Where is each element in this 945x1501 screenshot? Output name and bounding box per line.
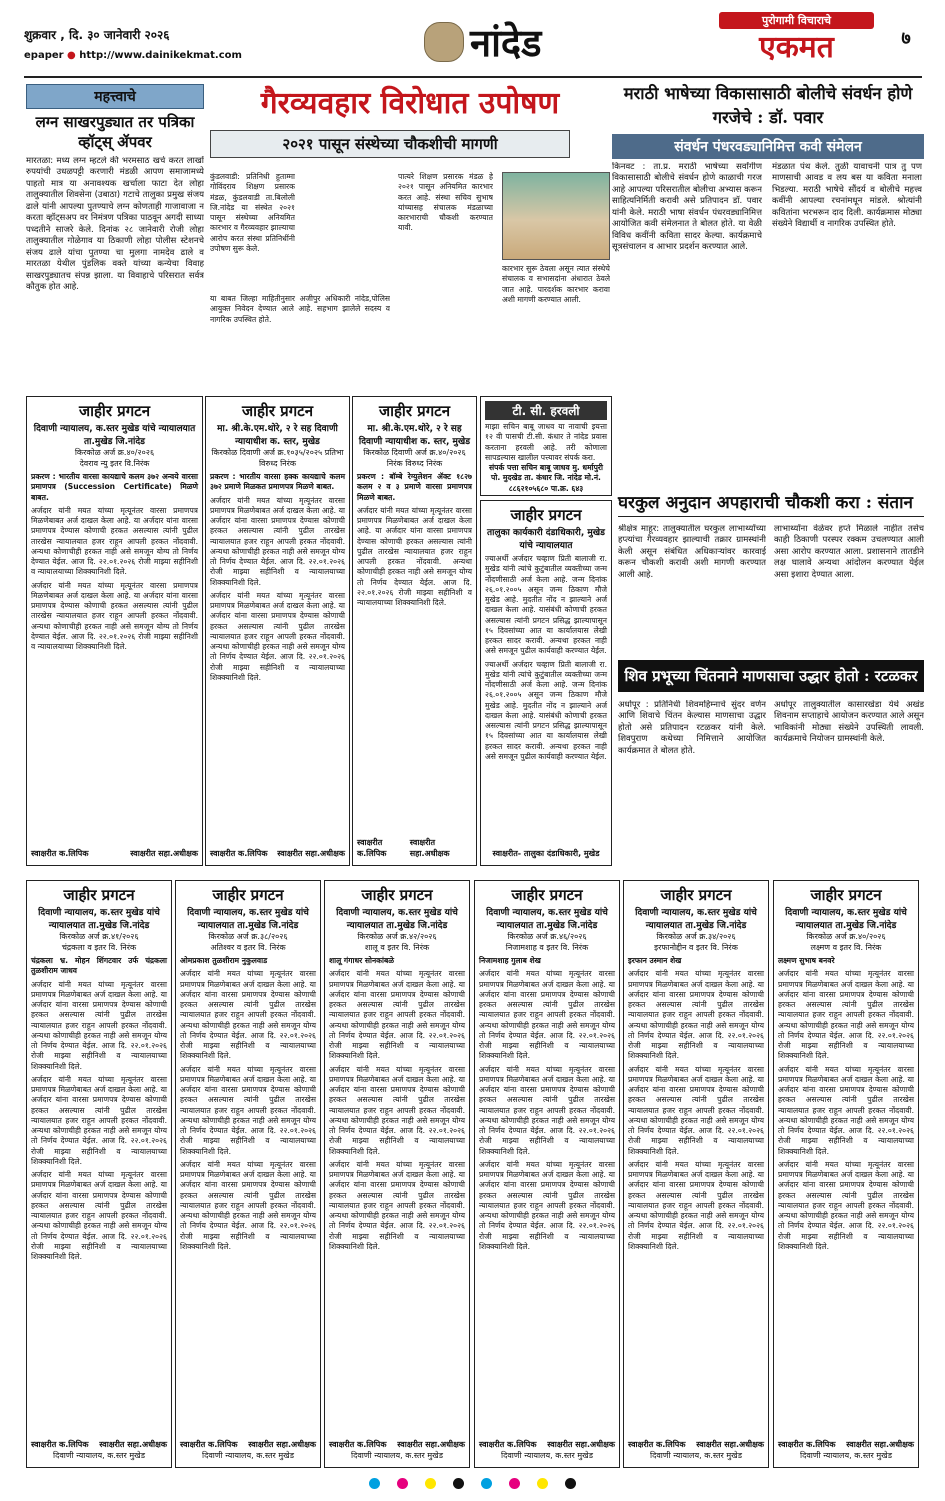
- sign-right: स्वाक्षरीत सहा.अधीक्षक: [248, 1440, 316, 1449]
- brand-name: एकमत: [759, 30, 834, 65]
- ad-case: किरकोळ अर्ज क्र.४२/२०२६: [357, 932, 437, 941]
- dateline: शुक्रवार , दि. ३० जानेवारी २०२६: [24, 28, 170, 42]
- sign-left: स्वाक्षरीत क.लिपिक: [479, 1440, 537, 1449]
- ad-body-repeat: अर्जदार यांनी मयत यांच्या मृत्यूनंतर वारसा प्रमाणपत्र मिळणेबाबत अर्ज दाखल केला आहे. या अर्जदार यांना वारसा प्रमाणपत्र देण्यास कोणाची हरकत असल्यास त्यांनी पुढील तारखेस न्यायालयात हजर राहून आपली हरकत नोंदवावी. अन्यथा कोणाचीही हरकत नाही असे समजून योग्य तो निर्णय देण्यात येईल. आज दि. २२.०१.२०२६ रोजी माझ्या सहीनिशी व न्यायालयाच्या शिक्क्यानिशी दिले.: [31, 580, 198, 651]
- magenta-dot-icon: [397, 1478, 408, 1489]
- ad-box-bottom: [175, 880, 321, 1468]
- ad-court: दिवाणी न्यायालय, क.स्तर मुखेड यांचे न्यायालयात ता.मुखेड जि.नांदेड: [486, 908, 608, 931]
- protest-photo: [502, 172, 610, 260]
- main-story: [210, 82, 610, 382]
- tehsil-title: जाहीर प्रगटन: [510, 506, 582, 524]
- left-body: मारतळा: मध्य लग्न म्हटले की भरमसाठ खर्च करत लाखों रुपयांची उधळपट्टी करणारी मंडळी आपण समाजामध्ये पाहतो मात्र या अनावश्यक खर्चाला फाटा देत लोहा तालुक्यातील शिवसेना (उबाठा) गटाचे तालुका प्रमुख संजय ढाले यांनी आपल्या पुतण्याचे लग्न कोणताही गाजावाजा न करता व्हॉट्सअप वर निमंत्रण पत्रिका पाठवून अगदी साध्या पध्दतीने साजरे केले. दिनांक २८ जानेवारी रोजी लोहा तालुक्यातील गोळेगाव या ठिकाणी लोहा पोलीस स्टेशनचे संजय ढाले यांचा पुतण्या चा मुलगा नामदेव ढाले व मारतळा येथील पुंडलिक वक्ते यांच्या कन्येचा विवाह साखरपुड्यातच संपन्न झाला. या विवाहाचे परिसरात सर्वत्र कौतुक होत आहे.: [26, 156, 204, 293]
- ad-title: जाहीर प्रगटन: [241, 402, 314, 420]
- ad-signatures: [479, 1439, 615, 1450]
- ad-box-bottom: [474, 880, 620, 1468]
- ad-court: दिवाणी न्यायालय, क.स्तर मुखेड यांचे न्यायालयात ता.मुखेड जि.नांदेड: [635, 908, 757, 931]
- ad-body-repeat: अर्जदार यांनी मयत यांच्या मृत्यूनंतर वारसा प्रमाणपत्र मिळणेबाबत अर्ज दाखल केला आहे. या अर्जदार यांना वारसा प्रमाणपत्र देण्यास कोणाची हरकत असल्यास त्यांनी पुढील तारखेस न्यायालयात हजर राहून आपली हरकत नोंदवावी. अन्यथा कोणाचीही हरकत नाही असे समजून योग्य तो निर्णय देण्यात येईल. आज दि. २२.०१.२०२६ रोजी माझ्या सहीनिशी व न्यायालयाच्या शिक्क्यानिशी दिले.: [210, 590, 345, 682]
- ad-body: अर्जदार यांनी मयत यांच्या मृत्यूनंतर वारसा प्रमाणपत्र मिळणेबाबत अर्ज दाखल केला आहे. या अर्जदार यांना वारसा प्रमाणपत्र देण्यास कोणाची हरकत असल्यास त्यांनी पुढील तारखेस न्यायालयात हजर राहून आपली हरकत नोंदवावी. अन्यथा कोणाचीही हरकत नाही असे समजून योग्य तो निर्णय देण्यात येईल. आज दि. २२.०१.२०२६ रोजी माझ्या सहीनिशी व न्यायालयाच्या शिक्क्यानिशी दिले.: [479, 969, 615, 1061]
- ad-case: किरकोळ अर्ज क्र.४१/२०२६: [59, 932, 139, 941]
- ad-body: अर्जदार यांनी मयत यांच्या मृत्यूनंतर वारसा प्रमाणपत्र मिळणेबाबत अर्ज दाखल केला आहे. या अर्जदार यांना वारसा प्रमाणपत्र देण्यास कोणाची हरकत असल्यास त्यांनी पुढील तारखेस न्यायालयात हजर राहून आपली हरकत नोंदवावी. अन्यथा कोणाचीही हरकत नाही असे समजून योग्य तो निर्णय देण्यात येईल. आज दि. २२.०१.२०२६ रोजी माझ्या सहीनिशी व न्यायालयाच्या शिक्क्यानिशी दिले.: [357, 505, 472, 607]
- sign-right: स्वाक्षरीत सहा.अधीक्षक: [409, 838, 450, 858]
- ad-body-repeat: अर्जदार यांनी मयत यांच्या मृत्यूनंतर वारसा प्रमाणपत्र मिळणेबाबत अर्ज दाखल केला आहे. या अर्जदार यांना वारसा प्रमाणपत्र देण्यास कोणाची हरकत असल्यास त्यांनी पुढील तारखेस न्यायालयात हजर राहून आपली हरकत नोंदवावी. अन्यथा कोणाचीही हरकत नाही असे समजून योग्य तो निर्णय देण्यात येईल. आज दि. २२.०१.२०२६ रोजी माझ्या सहीनिशी व न्यायालयाच्या शिक्क्यानिशी दिले.: [778, 1159, 914, 1251]
- epaper-label: epaper: [24, 50, 64, 61]
- sign-left: स्वाक्षरीत क.लिपिक: [31, 1440, 89, 1449]
- main-col2: या बाबत जिल्हा माहितीनुसार अजीपुर अधिकारी नांदेड,पोलिस आयुक्त निवेदन देण्यात आले आहे. सहभाग झालेले सदस्य व नागरिक उपस्थित होते.: [210, 294, 390, 324]
- yellow-dot-icon: [537, 1478, 548, 1489]
- main-col1: कुंडलवाडी: प्रतिनिधी हुताम्मा गोविंदराव शिक्षण प्रसारक मंडळ, कुंडलवाडी ता.बिलोली जि.नांदेड या संस्थेत २०२१ पासून संस्थेच्या अनियमित कारभार व गैरव्यवहार झाल्याचा आरोप करत संस्था प्रतिनिधींनी उपोषण सुरू केले.: [210, 172, 295, 253]
- ad-signatures: [628, 1439, 764, 1450]
- ad-parties: निजामशाह व इतर वि. निरंक: [505, 943, 589, 952]
- sign-left: स्वाक्षरीत क.लिपिक: [210, 849, 268, 858]
- ad-body-repeat: अर्जदार यांनी मयत यांच्या मृत्यूनंतर वारसा प्रमाणपत्र मिळणेबाबत अर्ज दाखल केला आहे. या अर्जदार यांना वारसा प्रमाणपत्र देण्यास कोणाची हरकत असल्यास त्यांनी पुढील तारखेस न्यायालयात हजर राहून आपली हरकत नोंदवावी. अन्यथा कोणाचीही हरकत नाही असे समजून योग्य तो निर्णय देण्यात येईल. आज दि. २२.०१.२०२६ रोजी माझ्या सहीनिशी व न्यायालयाच्या शिक्क्यानिशी दिले.: [329, 1159, 465, 1251]
- ad-court: दिवाणी न्यायालय, क.स्तर मुखेड यांचे न्यायालयात ता.मुखेड जि.नांदेड: [33, 424, 196, 447]
- epaper-line[interactable]: [24, 50, 242, 61]
- sign-right: स्वाक्षरीत सहा.अधीक्षक: [547, 1440, 615, 1449]
- map-logo-icon: [424, 22, 464, 62]
- sign-left: स्वाक्षरीत क.लिपिक: [31, 849, 89, 858]
- right-band: संवर्धन पंधरवड्यानिमित्त कवी संमेलन: [612, 134, 924, 159]
- ad-box-bottom: [773, 880, 919, 1468]
- ad-case: किरकोळ अर्ज क्र.३८/२०२६: [208, 932, 288, 941]
- ad-body: अर्जदार यांनी मयत यांच्या मृत्यूनंतर वारसा प्रमाणपत्र मिळणेबाबत अर्ज दाखल केला आहे. या अर्जदार यांना वारसा प्रमाणपत्र देण्यास कोणाची हरकत असल्यास त्यांनी पुढील तारखेस न्यायालयात हजर राहून आपली हरकत नोंदवावी. अन्यथा कोणाचीही हरकत नाही असे समजून योग्य तो निर्णय देण्यात येईल. आज दि. २२.०१.२०२६ रोजी माझ्या सहीनिशी व न्यायालयाच्या शिक्क्यानिशी दिले.: [180, 969, 316, 1061]
- ad-title: जाहीर प्रगटन: [361, 886, 433, 904]
- main-headline: गैरव्यवहार विरोधात उपोषण: [260, 86, 560, 121]
- sign-footer: दिवाणी न्यायालय, क.स्तर मुखेड: [800, 1451, 892, 1460]
- shiv-headline: शिव प्रभूच्या चिंतनाने माणसाचा उद्धार होतो : रटळकर: [618, 660, 924, 692]
- left-headline: लग्न साखरपुड्यात तर पत्रिका व्हॉट्स् ॲपवर: [35, 113, 195, 151]
- lost-tc-notice: [480, 396, 612, 496]
- brand-tagline: पुरोगामी विचाराचे: [719, 12, 874, 29]
- sign-right: स्वाक्षरीत सहा.अधीक्षक: [130, 849, 198, 858]
- gharkul-col2: लाभार्थ्यांना वेळेवर हप्ते मिळाले नाहीत तसेच काही ठिकाणी परस्पर रक्कम उचलण्यात आली असा आरोप करण्यात आला. प्रशासनाने तातडीने लक्ष घालावे अन्यथा आंदोलन करण्यात येईल असा इशारा देण्यात आला.: [774, 524, 924, 580]
- ad-extra: प्रकरण : बॉम्बे रेग्युलेशन ॲक्ट १८२७ कलम २ व ३ प्रमाणे वारसा प्रमाणपत्र मिळणे बाबत.: [357, 472, 472, 502]
- ad-title: जाहीर प्रगटन: [63, 886, 135, 904]
- ad-court: मा. श्री.के.एम.थोरे, २ रे सह दिवाणी न्यायाधीश क. स्तर, मुखेड: [217, 424, 338, 447]
- ad-parties: शालू व इतर वि. निरंक: [364, 943, 430, 952]
- page-header: [24, 6, 924, 76]
- ad-box-top-3: [352, 396, 477, 866]
- ad-parties: चंद्रकला व इतर वि. निरंक: [61, 943, 137, 952]
- ad-body-repeat: अर्जदार यांनी मयत यांच्या मृत्यूनंतर वारसा प्रमाणपत्र मिळणेबाबत अर्ज दाखल केला आहे. या अर्जदार यांना वारसा प्रमाणपत्र देण्यास कोणाची हरकत असल्यास त्यांनी पुढील तारखेस न्यायालयात हजर राहून आपली हरकत नोंदवावी. अन्यथा कोणाचीही हरकत नाही असे समजून योग्य तो निर्णय देण्यात येईल. आज दि. २२.०१.२०२६ रोजी माझ्या सहीनिशी व न्यायालयाच्या शिक्क्यानिशी दिले.: [628, 1064, 764, 1156]
- color-registration-bar: [0, 1474, 945, 1494]
- sign-right: स्वाक्षरीत सहा.अधीक्षक: [277, 849, 345, 858]
- ad-body: अर्जदार यांनी मयत यांच्या मृत्यूनंतर वारसा प्रमाणपत्र मिळणेबाबत अर्ज दाखल केला आहे. या अर्जदार यांना वारसा प्रमाणपत्र देण्यास कोणाची हरकत असल्यास त्यांनी पुढील तारखेस न्यायालयात हजर राहून आपली हरकत नोंदवावी. अन्यथा कोणाचीही हरकत नाही असे समजून योग्य तो निर्णय देण्यात येईल. आज दि. २२.०१.२०२६ रोजी माझ्या सहीनिशी व न्यायालयाच्या शिक्क्यानिशी दिले.: [31, 505, 198, 577]
- sign-left: स्वाक्षरीत क.लिपिक: [628, 1440, 686, 1449]
- page-number: ७: [901, 28, 911, 49]
- cyan-dot-icon: [481, 1478, 492, 1489]
- sign-footer: दिवाणी न्यायालय, क.स्तर मुखेड: [53, 1451, 145, 1460]
- right-story: [612, 82, 924, 472]
- ad-body-repeat: अर्जदार यांनी मयत यांच्या मृत्यूनंतर वारसा प्रमाणपत्र मिळणेबाबत अर्ज दाखल केला आहे. या अर्जदार यांना वारसा प्रमाणपत्र देण्यास कोणाची हरकत असल्यास त्यांनी पुढील तारखेस न्यायालयात हजर राहून आपली हरकत नोंदवावी. अन्यथा कोणाचीही हरकत नाही असे समजून योग्य तो निर्णय देण्यात येईल. आज दि. २२.०१.२०२६ रोजी माझ्या सहीनिशी व न्यायालयाच्या शिक्क्यानिशी दिले.: [180, 1064, 316, 1156]
- shiv-col1: अर्धापूर : प्रतिनिधी शिवमहिम्नाचे सुंदर वर्णन आणि शिवाचे चिंतन केल्यास माणसाचा उद्धार होतो असे प्रतिपादन रटळकर यांनी केले. शिवपुराण कथेच्या निमित्ताने आयोजित कार्यक्रमात ते बोलत होते.: [618, 700, 766, 756]
- ad-parties: इरफानोद्दीन व इतर वि. निरंक: [654, 943, 738, 952]
- tehsil-sign: स्वाक्षरीत- तालुका दंडाधिकारी, मुखेड: [492, 849, 600, 858]
- ad-box-top-2: [205, 396, 350, 866]
- ad-court: मा. श्री.के.एम.थोरे, २ रे सह दिवाणी न्यायाधीश क. स्तर, मुखेड: [358, 424, 471, 447]
- right-headline: मराठी भाषेच्या विकासासाठी बोलीचे संवर्धन होणे गरजेचे : डॉ. पवार: [623, 84, 913, 127]
- ad-court: दिवाणी न्यायालय, क.स्तर मुखेड यांचे न्यायालयात ता.मुखेड जि.नांदेड: [187, 908, 309, 931]
- ad-applicant: शालू गंगाधर सोनकांबळे: [329, 956, 395, 965]
- tehsil-sub: तालुका कार्यकारी दंडाधिकारी, मुखेड यांचे न्यायालयात: [487, 528, 605, 551]
- ad-body-repeat: अर्जदार यांनी मयत यांच्या मृत्यूनंतर वारसा प्रमाणपत्र मिळणेबाबत अर्ज दाखल केला आहे. या अर्जदार यांना वारसा प्रमाणपत्र देण्यास कोणाची हरकत असल्यास त्यांनी पुढील तारखेस न्यायालयात हजर राहून आपली हरकत नोंदवावी. अन्यथा कोणाचीही हरकत नाही असे समजून योग्य तो निर्णय देण्यात येईल. आज दि. २२.०१.२०२६ रोजी माझ्या सहीनिशी व न्यायालयाच्या शिक्क्यानिशी दिले.: [329, 1064, 465, 1156]
- ad-body: अर्जदार यांनी मयत यांच्या मृत्यूनंतर वारसा प्रमाणपत्र मिळणेबाबत अर्ज दाखल केला आहे. या अर्जदार यांना वारसा प्रमाणपत्र देण्यास कोणाची हरकत असल्यास त्यांनी पुढील तारखेस न्यायालयात हजर राहून आपली हरकत नोंदवावी. अन्यथा कोणाचीही हरकत नाही असे समजून योग्य तो निर्णय देण्यात येईल. आज दि. २२.०१.२०२६ रोजी माझ्या सहीनिशी व न्यायालयाच्या शिक्क्यानिशी दिले.: [31, 979, 167, 1071]
- ad-title: जाहीर प्रगटन: [660, 886, 732, 904]
- sign-footer: दिवाणी न्यायालय, क.स्तर मुखेड: [650, 1451, 742, 1460]
- ad-body-repeat: अर्जदार यांनी मयत यांच्या मृत्यूनंतर वारसा प्रमाणपत्र मिळणेबाबत अर्ज दाखल केला आहे. या अर्जदार यांना वारसा प्रमाणपत्र देण्यास कोणाची हरकत असल्यास त्यांनी पुढील तारखेस न्यायालयात हजर राहून आपली हरकत नोंदवावी. अन्यथा कोणाचीही हरकत नाही असे समजून योग्य तो निर्णय देण्यात येईल. आज दि. २२.०१.२०२६ रोजी माझ्या सहीनिशी व न्यायालयाच्या शिक्क्यानिशी दिले.: [180, 1159, 316, 1251]
- lost-tc-contact: संपर्क पत्ता सचिन बाबू जाधव मु. धर्मापुरी पो. मुदखेड ता. कंधार जि. नांदेड मो.नं. ८८६२१०५६८० पा.क्र. ६४३: [489, 463, 603, 493]
- sign-right: स्वाक्षरीत सहा.अधीक्षक: [397, 1440, 465, 1449]
- city-name: नांदेड: [470, 20, 542, 65]
- ad-applicant: इरफान उस्मान शेख: [628, 956, 682, 965]
- ad-body-repeat: अर्जदार यांनी मयत यांच्या मृत्यूनंतर वारसा प्रमाणपत्र मिळणेबाबत अर्ज दाखल केला आहे. या अर्जदार यांना वारसा प्रमाणपत्र देण्यास कोणाची हरकत असल्यास त्यांनी पुढील तारखेस न्यायालयात हजर राहून आपली हरकत नोंदवावी. अन्यथा कोणाचीही हरकत नाही असे समजून योग्य तो निर्णय देण्यात येईल. आज दि. २२.०१.२०२६ रोजी माझ्या सहीनिशी व न्यायालयाच्या शिक्क्यानिशी दिले.: [479, 1064, 615, 1156]
- ad-applicant: ओमप्रकाश तुळशीराम नुकुलवाड: [180, 956, 268, 965]
- ad-body-repeat: अर्जदार यांनी मयत यांच्या मृत्यूनंतर वारसा प्रमाणपत्र मिळणेबाबत अर्ज दाखल केला आहे. या अर्जदार यांना वारसा प्रमाणपत्र देण्यास कोणाची हरकत असल्यास त्यांनी पुढील तारखेस न्यायालयात हजर राहून आपली हरकत नोंदवावी. अन्यथा कोणाचीही हरकत नाही असे समजून योग्य तो निर्णय देण्यात येईल. आज दि. २२.०१.२०२६ रोजी माझ्या सहीनिशी व न्यायालयाच्या शिक्क्यानिशी दिले.: [479, 1159, 615, 1251]
- black-dot-icon: [453, 1478, 464, 1489]
- ad-body: अर्जदार यांनी मयत यांच्या मृत्यूनंतर वारसा प्रमाणपत्र मिळणेबाबत अर्ज दाखल केला आहे. या अर्जदार यांना वारसा प्रमाणपत्र देण्यास कोणाची हरकत असल्यास त्यांनी पुढील तारखेस न्यायालयात हजर राहून आपली हरकत नोंदवावी. अन्यथा कोणाचीही हरकत नाही असे समजून योग्य तो निर्णय देण्यात येईल. आज दि. २२.०१.२०२६ रोजी माझ्या सहीनिशी व न्यायालयाच्या शिक्क्यानिशी दिले.: [329, 969, 465, 1061]
- right-col2: मंडळात पंथ केले. तुळी यावाचनी पात्र तु पण माणसाची आवड व लय बस या कविता मनाला भिडल्या. मराठी भाषेचे सौंदर्य व बोलीचे महत्त्व कवींनी आपल्या रचनांमधून मांडले. श्रोत्यांनी कवितांना भरभरून दाद दिली. कार्यक्रमास मोठ्या संख्येने विद्यार्थी व नागरिक उपस्थित होते.: [772, 162, 922, 230]
- ad-title: जाहीर प्रगटन: [511, 886, 583, 904]
- sign-footer: दिवाणी न्यायालय, क.स्तर मुखेड: [202, 1451, 294, 1460]
- sign-footer: दिवाणी न्यायालय, क.स्तर मुखेड: [351, 1451, 443, 1460]
- tehsil-ad: [480, 500, 612, 866]
- ad-court: दिवाणी न्यायालय, क.स्तर मुखेड यांचे न्यायालयात ता.मुखेड जि.नांदेड: [336, 908, 458, 931]
- shiv-col2: अर्धापूर तालुक्यातील कासारखेडा येथे अखंड शिवनाम सप्ताहाचे आयोजन करण्यात आले असून भाविकांनी मोठ्या संख्येने उपस्थिती लावली. कार्यक्रमाचे नियोजन ग्रामस्थांनी केले.: [774, 700, 924, 745]
- ad-body: अर्जदार यांनी मयत यांच्या मृत्यूनंतर वारसा प्रमाणपत्र मिळणेबाबत अर्ज दाखल केला आहे. या अर्जदार यांना वारसा प्रमाणपत्र देण्यास कोणाची हरकत असल्यास त्यांनी पुढील तारखेस न्यायालयात हजर राहून आपली हरकत नोंदवावी. अन्यथा कोणाचीही हरकत नाही असे समजून योग्य तो निर्णय देण्यात येईल. आज दि. २२.०१.२०२६ रोजी माझ्या सहीनिशी व न्यायालयाच्या शिक्क्यानिशी दिले.: [778, 969, 914, 1061]
- ad-body-repeat: अर्जदार यांनी मयत यांच्या मृत्यूनंतर वारसा प्रमाणपत्र मिळणेबाबत अर्ज दाखल केला आहे. या अर्जदार यांना वारसा प्रमाणपत्र देण्यास कोणाची हरकत असल्यास त्यांनी पुढील तारखेस न्यायालयात हजर राहून आपली हरकत नोंदवावी. अन्यथा कोणाचीही हरकत नाही असे समजून योग्य तो निर्णय देण्यात येईल. आज दि. २२.०१.२०२६ रोजी माझ्या सहीनिशी व न्यायालयाच्या शिक्क्यानिशी दिले.: [778, 1064, 914, 1156]
- sign-left: स्वाक्षरीत क.लिपिक: [357, 838, 387, 858]
- tehsil-body-repeat: ज्याअर्थी अर्जदार चव्हाण प्रिती बालाजी रा. मुखेड यांनी त्यांचे कुटुंबातील व्यक्तीच्या जन्म नोंदणीसाठी अर्ज केला आहे. जन्म दिनांक २६.०१.२००५ असून जन्म ठिकाण मौजे मुखेड आहे. मुदतीत नोंद न झाल्याने अर्ज दाखल केला आहे. यासंबंधी कोणाची हरकत असल्यास त्यांनी प्रगटन प्रसिद्ध झाल्यापासून १५ दिवसांच्या आत या कार्यालयास लेखी हरकत सादर करावी. अन्यथा हरकत नाही असे समजून पुढील कार्यवाही करण्यात येईल.: [485, 659, 607, 761]
- ad-subject: देवराव न्यु इतर वि.निरंक: [79, 459, 150, 468]
- ad-signatures: [31, 1439, 167, 1450]
- gharkul-headline: घरकुल अनुदान अपहाराची चौकशी करा : संतान: [618, 490, 924, 517]
- sign-left: स्वाक्षरीत क.लिपिक: [329, 1440, 387, 1449]
- yellow-dot-icon: [425, 1478, 436, 1489]
- main-col3: पात्यरे शिक्षण प्रसारक मंडळ हे २०२१ पासून अनियमित कारभार करत आहे. संस्था सचिव सुभाष यांच्यासह संचालक मंडळाच्या कारभाराची चौकशी करण्यात यावी.: [398, 172, 493, 233]
- kicker: महत्त्वाचे: [26, 84, 204, 109]
- magenta-dot-icon: [509, 1478, 520, 1489]
- ad-box-bottom: [26, 880, 172, 1468]
- black-dot-icon: [565, 1478, 576, 1489]
- sign-right: स्वाक्षरीत सहा.अधीक्षक: [696, 1440, 764, 1449]
- ad-case: किरकोळ अर्ज क्र.४६/२०२६: [507, 932, 587, 941]
- ad-title: जाहीर प्रगटन: [212, 886, 284, 904]
- ad-applicant: लक्ष्मण सुभाष बनवरे: [778, 956, 835, 965]
- lost-tc-body: माझा सचिन बाबू जाधव या नावाची इयत्ता १२ वी पासची टी.सी. कंधार ते नांदेड प्रवास करताना हरवली आहे. तरी कोणाला सापडल्यास खालील पत्त्यावर संपर्क करा.: [485, 422, 607, 462]
- brand-logo: [719, 12, 874, 72]
- cyan-dot-icon: [369, 1478, 380, 1489]
- ad-subject: किरकोळ दिवाणी अर्ज क्र.१०३५/२०२५ प्रतिभा विरुध्द निरंक: [211, 448, 344, 468]
- ad-title: जाहीर प्रगटन: [378, 402, 451, 420]
- left-story: [26, 84, 204, 379]
- ad-signatures: [329, 1439, 465, 1450]
- ad-extra: प्रकरण : भारतीय वारसा हक्क कायद्याचे कलम ३७२ प्रमाणे मिळकत प्रमाणपत्र मिळणे बाबत.: [210, 472, 345, 492]
- ad-title: जाहीर प्रगटन: [78, 402, 151, 420]
- gharkul-col1: श्रीक्षेत्र माहूर: तालुक्यातील घरकुल लाभार्थ्यांच्या हप्त्यांचा गैरव्यवहार झाल्याची तक्रार ग्रामस्थांनी केली असून संबंधित अधिकाऱ्यांवर कारवाई करून चौकशी करावी अशी मागणी करण्यात आली आहे.: [618, 524, 766, 580]
- ad-body: अर्जदार यांनी मयत यांच्या मृत्यूनंतर वारसा प्रमाणपत्र मिळणेबाबत अर्ज दाखल केला आहे. या अर्जदार यांना वारसा प्रमाणपत्र देण्यास कोणाची हरकत असल्यास त्यांनी पुढील तारखेस न्यायालयात हजर राहून आपली हरकत नोंदवावी. अन्यथा कोणाचीही हरकत नाही असे समजून योग्य तो निर्णय देण्यात येईल. आज दि. २२.०१.२०२६ रोजी माझ्या सहीनिशी व न्यायालयाच्या शिक्क्यानिशी दिले.: [210, 495, 345, 587]
- ad-signatures: [180, 1439, 316, 1450]
- ad-subject: किरकोळ दिवाणी अर्ज क्र.४०/२०२६ निरंक विरुध्द निरंक: [363, 448, 466, 468]
- right-col1: किनवट : ता.प्र. मराठी भाषेच्या सर्वांगीण विकासासाठी बोलीचे संवर्धन होणे काळाची गरज आहे आपल्या परिसरातील बोलीचा अभ्यास करून साहित्यनिर्मिती करावी असे प्रतिपादन डॉ. पवार यांनी केले. मराठी भाषा संवर्धन पंधरवड्यानिमित्त आयोजित कवी संमेलनात ते बोलत होते. या वेळी विविध कवींनी कविता सादर केल्या. कार्यक्रमाचे सूत्रसंचालन व आभार प्रदर्शन करण्यात आले.: [612, 162, 762, 253]
- main-col4: कारभार सुरू ठेवला असून त्यात संस्थेचे संचालक व सभासदांना अंधारात ठेवले जात आहे. पारदर्शक कारभार करावा अशी मागणी करण्यात आली.: [502, 264, 610, 304]
- ad-body: अर्जदार यांनी मयत यांच्या मृत्यूनंतर वारसा प्रमाणपत्र मिळणेबाबत अर्ज दाखल केला आहे. या अर्जदार यांना वारसा प्रमाणपत्र देण्यास कोणाची हरकत असल्यास त्यांनी पुढील तारखेस न्यायालयात हजर राहून आपली हरकत नोंदवावी. अन्यथा कोणाचीही हरकत नाही असे समजून योग्य तो निर्णय देण्यात येईल. आज दि. २२.०१.२०२६ रोजी माझ्या सहीनिशी व न्यायालयाच्या शिक्क्यानिशी दिले.: [628, 969, 764, 1061]
- ad-applicant: निजामशाह गुलाब शेख: [479, 956, 541, 965]
- main-subhead: २०२१ पासून संस्थेच्या चौकशीची मागणी: [210, 130, 570, 158]
- shiv-story: [618, 660, 924, 860]
- gharkul-story: [618, 490, 924, 650]
- city-masthead: [424, 14, 594, 70]
- sign-right: स्वाक्षरीत सहा.अधीक्षक: [99, 1440, 167, 1449]
- ad-extra: प्रकरण : भारतीय वारसा कायद्याचे कलम ३७२ अन्वये वारसा प्रमाणपत्र (Succession Certificate) मिळणे बाबत.: [31, 472, 198, 502]
- website-link[interactable]: http://www.dainikekmat.com: [79, 50, 242, 61]
- ad-court: दिवाणी न्यायालय, क.स्तर मुखेड यांचे न्यायालयात ता.मुखेड जि.नांदेड: [38, 908, 160, 931]
- ad-signatures: [778, 1439, 914, 1450]
- ad-box-top-1: [26, 396, 203, 866]
- ad-parties: अतिश्वर व इतर वि. निरंक: [210, 943, 286, 952]
- lost-tc-title: टी. सी. हरवली: [485, 401, 607, 420]
- sign-right: स्वाक्षरीत सहा.अधीक्षक: [846, 1440, 914, 1449]
- sign-left: स्वाक्षरीत क.लिपिक: [180, 1440, 238, 1449]
- ad-body-repeat: अर्जदार यांनी मयत यांच्या मृत्यूनंतर वारसा प्रमाणपत्र मिळणेबाबत अर्ज दाखल केला आहे. या अर्जदार यांना वारसा प्रमाणपत्र देण्यास कोणाची हरकत असल्यास त्यांनी पुढील तारखेस न्यायालयात हजर राहून आपली हरकत नोंदवावी. अन्यथा कोणाचीही हरकत नाही असे समजून योग्य तो निर्णय देण्यात येईल. आज दि. २२.०१.२०२६ रोजी माझ्या सहीनिशी व न्यायालयाच्या शिक्क्यानिशी दिले.: [31, 1170, 167, 1261]
- ad-signatures: [357, 837, 472, 859]
- ad-box-bottom: [324, 880, 470, 1468]
- tehsil-body: ज्याअर्थी अर्जदार चव्हाण प्रिती बालाजी रा. मुखेड यांनी त्यांचे कुटुंबातील व्यक्तीच्या जन्म नोंदणीसाठी अर्ज केला आहे. जन्म दिनांक २६.०१.२००५ असून जन्म ठिकाण मौजे मुखेड आहे. मुदतीत नोंद न झाल्याने अर्ज दाखल केला आहे. यासंबंधी कोणाची हरकत असल्यास त्यांनी प्रगटन प्रसिद्ध झाल्यापासून १५ दिवसांच्या आत या कार्यालयास लेखी हरकत सादर करावी. अन्यथा हरकत नाही असे समजून पुढील कार्यवाही करण्यात येईल.: [485, 554, 607, 656]
- ad-signatures: [210, 848, 345, 859]
- ad-signatures: [31, 848, 198, 859]
- ad-case: किरकोळ अर्ज क्र.४०/२०२६: [74, 448, 155, 457]
- ad-box-bottom: [623, 880, 769, 1468]
- ad-title: जाहीर प्रगटन: [810, 886, 882, 904]
- globe-icon: ●: [67, 50, 76, 61]
- ad-body-repeat: अर्जदार यांनी मयत यांच्या मृत्यूनंतर वारसा प्रमाणपत्र मिळणेबाबत अर्ज दाखल केला आहे. या अर्जदार यांना वारसा प्रमाणपत्र देण्यास कोणाची हरकत असल्यास त्यांनी पुढील तारखेस न्यायालयात हजर राहून आपली हरकत नोंदवावी. अन्यथा कोणाचीही हरकत नाही असे समजून योग्य तो निर्णय देण्यात येईल. आज दि. २२.०१.२०२६ रोजी माझ्या सहीनिशी व न्यायालयाच्या शिक्क्यानिशी दिले.: [31, 1074, 167, 1166]
- ad-case: किरकोळ अर्ज क्र.३४/२०२६: [656, 932, 736, 941]
- ad-body-repeat: अर्जदार यांनी मयत यांच्या मृत्यूनंतर वारसा प्रमाणपत्र मिळणेबाबत अर्ज दाखल केला आहे. या अर्जदार यांना वारसा प्रमाणपत्र देण्यास कोणाची हरकत असल्यास त्यांनी पुढील तारखेस न्यायालयात हजर राहून आपली हरकत नोंदवावी. अन्यथा कोणाचीही हरकत नाही असे समजून योग्य तो निर्णय देण्यात येईल. आज दि. २२.०१.२०२६ रोजी माझ्या सहीनिशी व न्यायालयाच्या शिक्क्यानिशी दिले.: [628, 1159, 764, 1251]
- sign-footer: दिवाणी न्यायालय, क.स्तर मुखेड: [501, 1451, 593, 1460]
- ad-applicant: चंद्रकला भ्र. मोहन शिंगटवार उर्फ चंद्रकला तुळशीराम जाधव: [31, 956, 167, 976]
- sign-left: स्वाक्षरीत क.लिपिक: [778, 1440, 836, 1449]
- ad-case: किरकोळ अर्ज क्र.४०/२०२६: [806, 932, 886, 941]
- ad-parties: लक्ष्मण व इतर वि. निरंक: [810, 943, 882, 952]
- ad-court: दिवाणी न्यायालय, क.स्तर मुखेड यांचे न्यायालयात ता.मुखेड जि.नांदेड: [785, 908, 907, 931]
